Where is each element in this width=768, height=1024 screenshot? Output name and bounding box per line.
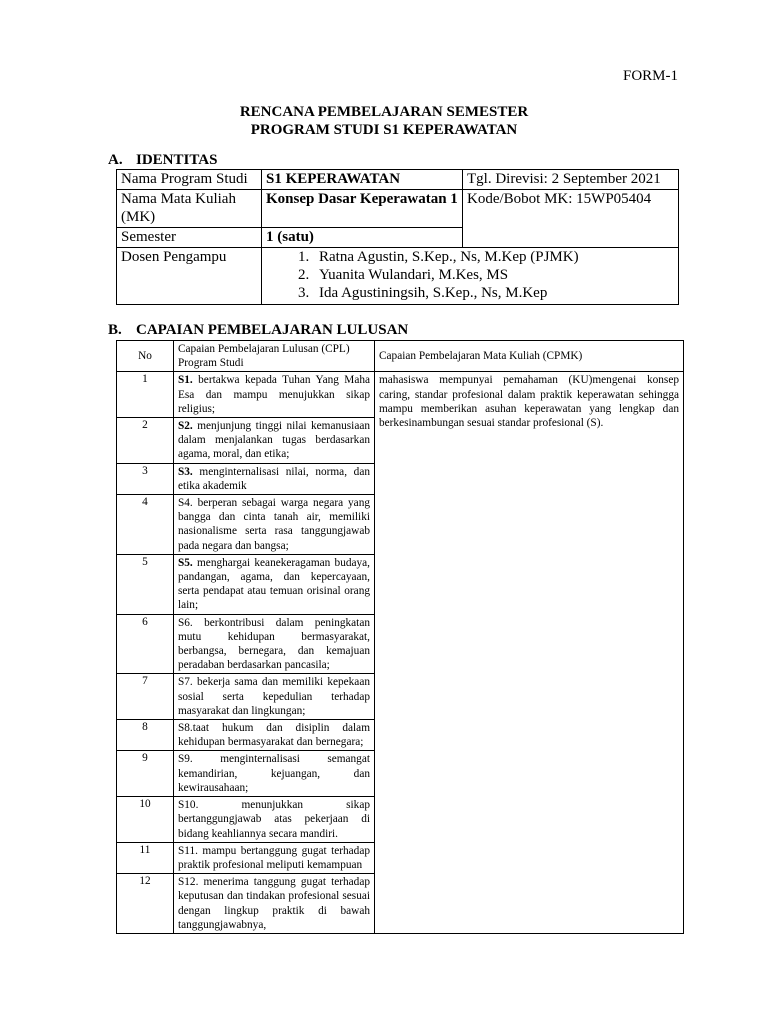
cpl-text [174,418,375,464]
cpl-code: S1. [178,374,193,387]
row-number: 3 [117,463,174,494]
course-code: Kode/Bobot MK: 15WP05404 [463,190,679,248]
cpl-text [174,874,375,934]
semester-value: 1 (satu) [262,228,463,248]
cpl-code: S5. [178,556,193,569]
row-number: 9 [117,751,174,797]
section-a-heading [108,152,217,169]
cpl-code: S3. [178,465,193,478]
cpl-description: S6. berkontribusi dalam peningkatan mutu kehidupan bermasyarakat, berbangsa, bernegara, dan kemajuan peradaban berdasarkan pancasila; [178,616,370,672]
mk-label: Nama Mata Kuliah (MK) [117,190,262,228]
section-b-title: CAPAIAN PEMBELAJARAN LULUSAN [136,322,409,338]
cpl-description: bertakwa kepada Tuhan Yang Maha Esa dan mampu menujukkan sikap religius; [178,374,370,415]
cpl-text [174,751,375,797]
cpl-code: S2. [178,420,193,433]
row-number: 5 [117,554,174,614]
dosen-list-cell [262,248,679,305]
form-number: FORM-1 [622,68,678,84]
row-number: 12 [117,874,174,934]
semester-label: Semester [117,228,262,248]
cpl-description: S10. menunjukkan sikap bertanggungjawab atas pekerjaan di bidang keahliannya secara mandiri. [178,799,370,840]
cpl-description: menghargai keanekeragaman budaya, pandangan, agama, dan kepercayaan, serta pendapat atau temuan orisinal orang lain; [178,556,370,612]
header-no: No [117,341,174,372]
cpl-table [116,340,684,934]
cpl-text [174,554,375,614]
row-number: 4 [117,495,174,555]
cpl-description: menjunjung tinggi nilai kemanusiaan dalam menjalankan tugas berdasarkan agama, moral, dan etika; [178,420,370,461]
identitas-row-dosen [117,248,679,305]
cpl-text [174,720,375,751]
dosen-item: 3. Ida Agustiningsih, S.Kep., Ns, M.Kep [313,284,674,302]
cpl-description: S11. mampu bertanggung gugat terhadap praktik profesional meliputi kemampuan [178,844,370,871]
header-cpl: Capaian Pembelajaran Lulusan (CPL) Program Studi [174,341,375,372]
identitas-row-program [117,170,679,190]
table-row [117,372,684,418]
document-subtitle: PROGRAM STUDI S1 KEPERAWATAN [250,122,518,138]
section-b-letter: B. [108,322,122,338]
cpl-description: S12. menerima tanggung gugat terhadap keputusan dan tindakan profesional sesuai dengan lingkup praktik di bawah tanggungjawabnya, [178,876,370,931]
row-number: 2 [117,418,174,464]
cpl-text [174,372,375,418]
cpl-description: S9. menginternalisasi semangat kemandirian, kejuangan, dan kewirausahaan; [178,753,370,794]
cpl-text [174,842,375,873]
document-title: RENCANA PEMBELAJARAN SEMESTER [239,104,529,120]
cpl-text [174,463,375,494]
row-number: 1 [117,372,174,418]
section-a-title: IDENTITAS [136,152,218,168]
cpl-text [174,614,375,674]
mk-value: Konsep Dasar Keperawatan 1 [262,190,463,228]
dosen-item: 1. Ratna Agustin, S.Kep., Ns, M.Kep (PJMK) [313,248,674,266]
program-label: Nama Program Studi [117,170,262,190]
row-number: 7 [117,674,174,720]
cpl-text [174,797,375,843]
row-number: 10 [117,797,174,843]
row-number: 11 [117,842,174,873]
row-number: 8 [117,720,174,751]
dosen-item: 2. Yuanita Wulandari, M.Kes, MS [313,266,674,284]
section-b-heading [108,322,408,339]
cpl-header-row [117,341,684,372]
header-cpmk: Capaian Pembelajaran Mata Kuliah (CPMK) [375,341,684,372]
revision-date: Tgl. Direvisi: 2 September 2021 [463,170,679,190]
cpmk-text: mahasiswa mempunyai pemahaman (KU)mengenai konsep caring, standar profesional dalam praktik keperawatan sehingga mampu memberikan asuhan keperawatan yang lengkap dan berkesinambungan sesuai standar profesional (S). [375,372,684,934]
cpl-text [174,495,375,555]
identitas-row-mk [117,190,679,228]
cpl-description: menginternalisasi nilai, norma, dan etika akademik [178,465,370,492]
cpl-text [174,674,375,720]
program-value: S1 KEPERAWATAN [262,170,463,190]
identitas-table [116,169,679,305]
dosen-list [266,248,674,302]
dosen-label: Dosen Pengampu [117,248,262,305]
section-a-letter: A. [108,152,123,168]
row-number: 6 [117,614,174,674]
cpl-description: S8.taat hukum dan disiplin dalam kehidupan bermasyarakat dan bernegara; [178,722,370,749]
cpl-description: S4. berperan sebagai warga negara yang bangga dan cinta tanah air, memiliki nasionalisme serta rasa tanggungjawab pada negara dan bangsa; [178,497,370,552]
cpl-description: S7. bekerja sama dan memiliki kepekaan sosial serta kepedulian terhadap masyarakat dan lingkungan; [178,676,370,717]
